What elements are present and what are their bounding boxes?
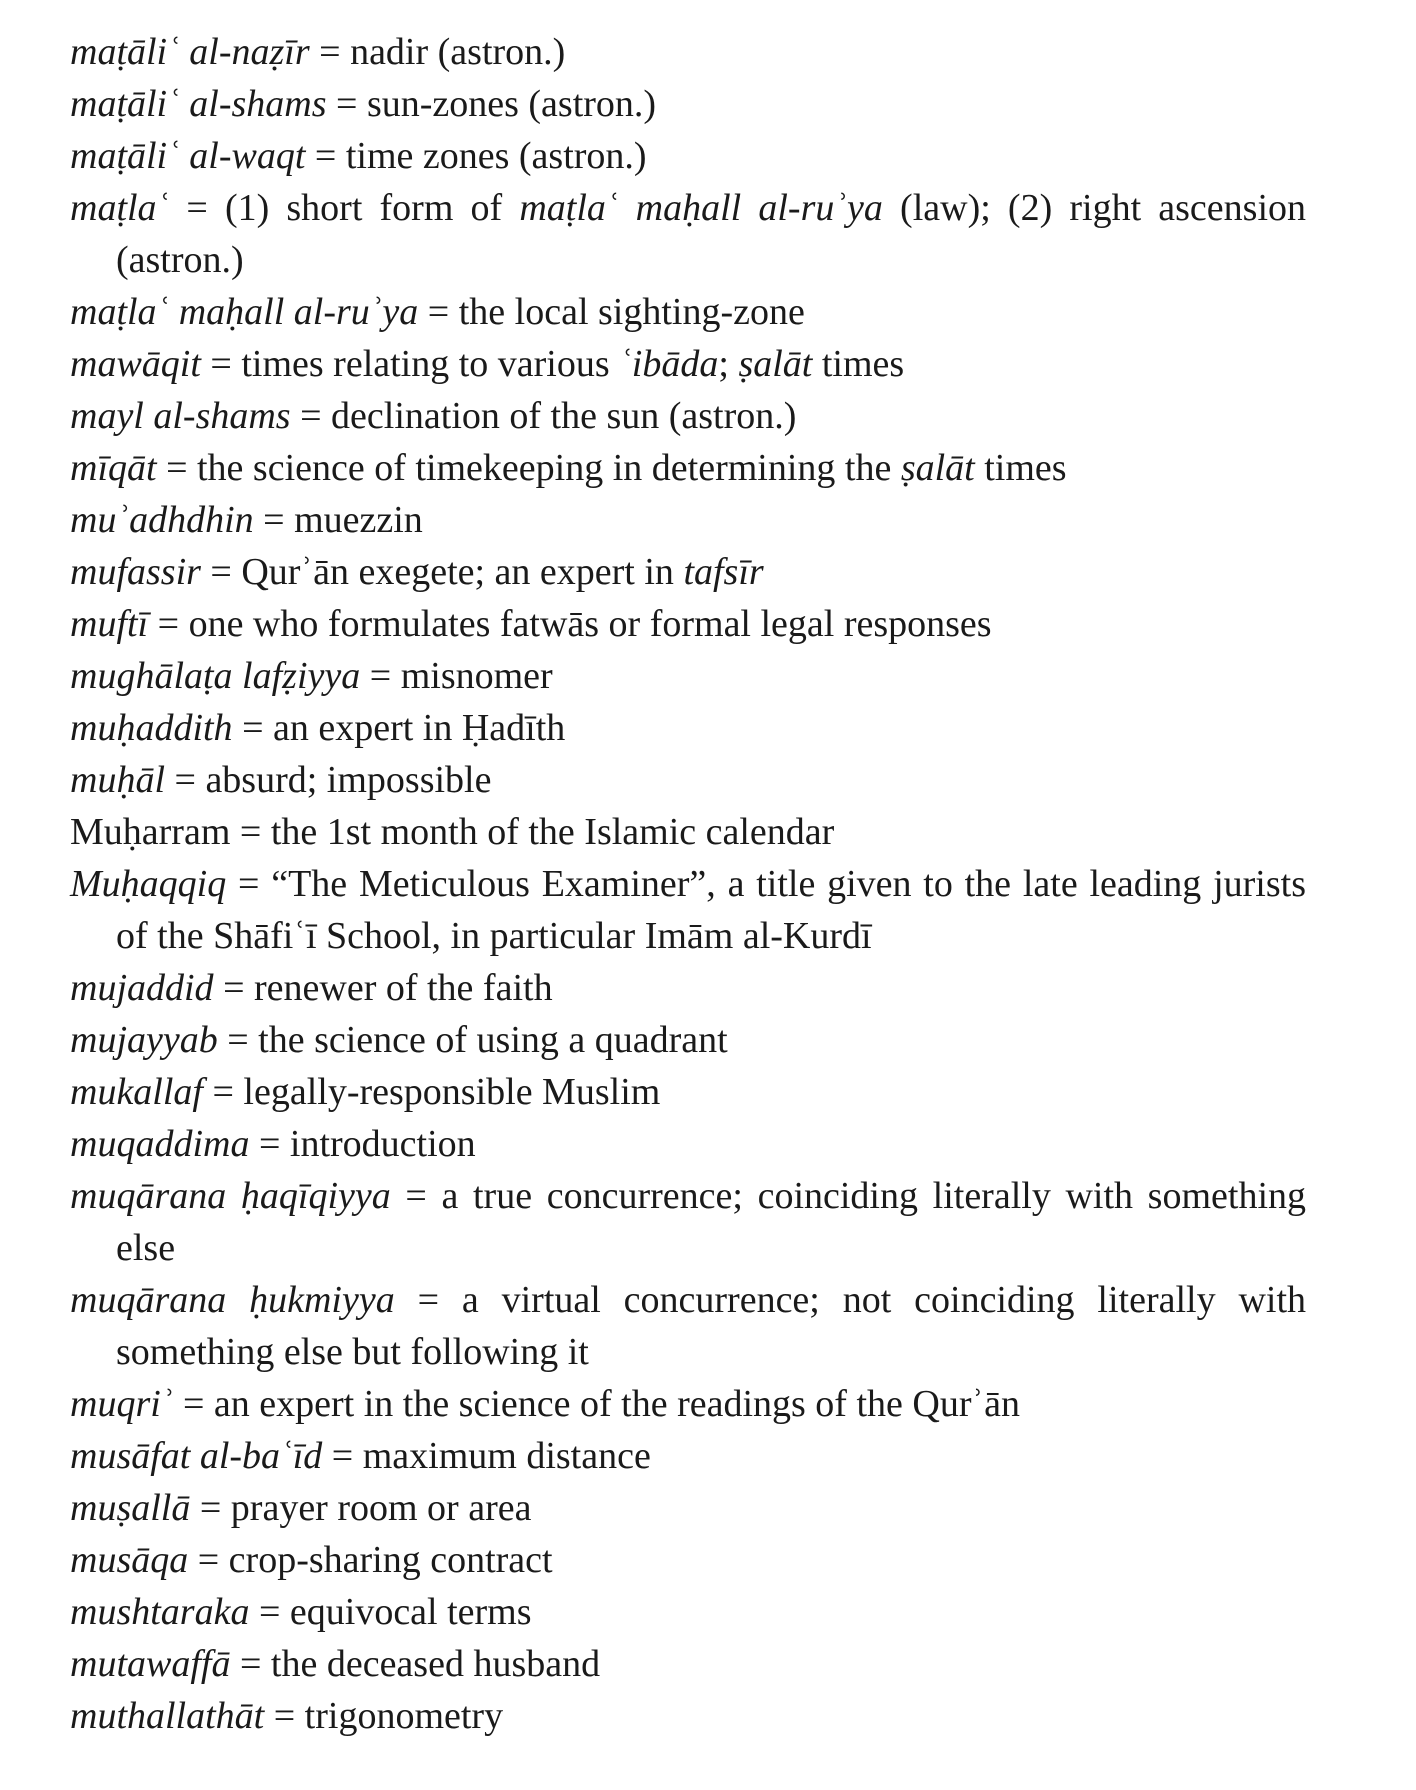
equals-separator: =	[230, 1643, 271, 1685]
glossary-entry	[70, 1170, 1306, 1274]
glossary-term: mujaddid	[70, 967, 214, 1009]
definition-segment: “The Meticulous Examiner”, a title given to the late leading jurists of the Shāfiʿī School, in particular Imām al-Kurdī	[116, 863, 1306, 957]
equals-separator: =	[322, 1435, 363, 1477]
equals-separator: =	[253, 499, 295, 541]
definition-segment: sun-zones (astron.)	[366, 83, 657, 125]
definition-segment: the deceased husband	[270, 1643, 601, 1685]
glossary-term: muftī	[70, 603, 149, 645]
glossary-term: mujayyab	[70, 1019, 218, 1061]
glossary-definition	[294, 499, 423, 541]
glossary-definition	[116, 187, 1306, 281]
glossary-entry	[70, 1534, 1306, 1586]
glossary-term: maṭāliʿ al-waqt	[70, 135, 306, 177]
glossary-definition	[197, 447, 1067, 489]
equals-separator: =	[290, 395, 332, 437]
glossary-definition	[258, 1019, 728, 1061]
definition-segment: time zones (astron.)	[345, 135, 647, 177]
glossary-term: maṭāliʿ al-shams	[70, 83, 327, 125]
definition-segment: an expert in the science of the readings of the Qurʾān	[213, 1383, 1020, 1425]
glossary-term: muqārana ḥukmiyya	[70, 1279, 395, 1321]
definition-segment: times	[974, 447, 1067, 489]
glossary-definition	[401, 655, 553, 697]
equals-separator: =	[156, 447, 197, 489]
glossary-entry	[70, 754, 1306, 806]
glossary-definition	[363, 1435, 651, 1477]
glossary-definition	[241, 343, 904, 385]
equals-separator: =	[249, 1591, 290, 1633]
definition-italic-segment: maṭlaʿ maḥall al-ruʾya	[519, 187, 883, 229]
glossary-term: Muḥarram	[70, 811, 231, 853]
glossary-term: mukallaf	[70, 1071, 203, 1113]
glossary-entry	[70, 962, 1306, 1014]
glossary-term: maṭlaʿ	[70, 187, 170, 229]
equals-separator: =	[165, 759, 206, 801]
glossary-entry	[70, 546, 1306, 598]
glossary-term: Muḥaqqiq	[70, 863, 227, 905]
equals-separator: =	[148, 603, 189, 645]
definition-segment: a virtual concurrence; not coinciding literally with something else but following it	[116, 1279, 1307, 1373]
glossary-entry	[70, 338, 1306, 390]
equals-separator: =	[360, 655, 401, 697]
glossary-page	[70, 26, 1306, 1742]
definition-segment: (1) short form of	[224, 187, 520, 229]
glossary-term: muḥāl	[70, 759, 165, 801]
definition-segment: a true concurrence; coinciding literally with something else	[116, 1175, 1307, 1269]
glossary-definition	[367, 83, 656, 125]
equals-separator: =	[190, 1487, 231, 1529]
glossary-term: muṣallā	[70, 1487, 191, 1529]
glossary-entry	[70, 1118, 1306, 1170]
definition-segment: the 1st month of the Islamic calendar	[270, 811, 835, 853]
equals-separator: =	[217, 1019, 259, 1061]
glossary-definition	[231, 1487, 532, 1529]
glossary-definition	[116, 863, 1306, 957]
glossary-term: maṭāliʿ al-naẓīr	[70, 31, 310, 73]
glossary-definition	[290, 1123, 476, 1165]
definition-segment: maximum distance	[362, 1435, 651, 1477]
equals-separator: =	[309, 31, 351, 73]
definition-segment: misnomer	[400, 655, 553, 697]
glossary-entry	[70, 26, 1306, 78]
definition-segment: times	[812, 343, 905, 385]
equals-separator: =	[264, 1695, 305, 1737]
definition-italic-segment: ṣalāt	[900, 447, 975, 489]
glossary-term: mayl al-shams	[70, 395, 291, 437]
glossary-entry	[70, 1014, 1306, 1066]
equals-separator: =	[202, 1071, 244, 1113]
glossary-definition	[254, 967, 553, 1009]
definition-segment: prayer room or area	[230, 1487, 532, 1529]
equals-separator: =	[394, 1279, 462, 1321]
glossary-entry	[70, 650, 1306, 702]
glossary-term: musāfat al-baʿīd	[70, 1435, 323, 1477]
equals-separator: =	[173, 1383, 214, 1425]
glossary-term: muqārana ḥaqīqiyya	[70, 1175, 391, 1217]
glossary-term: mutawaffā	[70, 1643, 231, 1685]
glossary-definition	[271, 811, 835, 853]
glossary-definition	[331, 395, 796, 437]
glossary-entry	[70, 1690, 1306, 1742]
glossary-term: muthallathāt	[70, 1695, 265, 1737]
glossary-term: mawāqit	[70, 343, 201, 385]
glossary-term: maṭlaʿ maḥall al-ruʾya	[70, 291, 419, 333]
equals-separator: =	[188, 1539, 229, 1581]
glossary-term: mufassir	[70, 551, 201, 593]
definition-segment: the local sighting-zone	[458, 291, 805, 333]
glossary-entry	[70, 1638, 1306, 1690]
equals-separator: =	[213, 967, 254, 1009]
glossary-definition	[243, 1071, 660, 1113]
definition-segment: (law); (2) right ascension (astron.)	[116, 187, 1307, 281]
equals-separator: =	[326, 83, 367, 125]
definition-segment: renewer of the faith	[254, 967, 553, 1009]
definition-italic-segment: tafsīr	[683, 551, 764, 593]
glossary-entry	[70, 1378, 1306, 1430]
definition-italic-segment: ṣalāt	[738, 343, 813, 385]
glossary-entry	[70, 390, 1306, 442]
definition-segment: Qurʾān exegete; an expert in	[241, 551, 684, 593]
definition-segment: absurd; impossible	[205, 759, 492, 801]
glossary-entry	[70, 1586, 1306, 1638]
glossary-definition	[214, 1383, 1020, 1425]
glossary-definition	[459, 291, 805, 333]
definition-segment: one who formulates fatwās or formal legal responses	[188, 603, 992, 645]
glossary-definition	[229, 1539, 553, 1581]
glossary-term: mīqāt	[70, 447, 157, 489]
definition-segment: an expert in Ḥadīth	[273, 707, 566, 749]
glossary-term: musāqa	[70, 1539, 189, 1581]
glossary-definition	[205, 759, 491, 801]
glossary-term: muqriʾ	[70, 1383, 174, 1425]
equals-separator: =	[390, 1175, 442, 1217]
glossary-entry	[70, 1430, 1306, 1482]
equals-separator: =	[200, 551, 242, 593]
glossary-definition	[241, 551, 763, 593]
equals-separator: =	[418, 291, 459, 333]
glossary-entry	[70, 598, 1306, 650]
glossary-definition	[271, 1643, 600, 1685]
definition-segment: declination of the sun (astron.)	[331, 395, 797, 437]
glossary-definition	[305, 1695, 503, 1737]
glossary-entry	[70, 806, 1306, 858]
glossary-term: mughālaṭa lafẓiyya	[70, 655, 361, 697]
definition-segment: introduction	[289, 1123, 476, 1165]
definition-segment: nadir (astron.)	[350, 31, 566, 73]
equals-separator: =	[230, 811, 271, 853]
glossary-definition	[350, 31, 565, 73]
equals-separator: =	[232, 707, 273, 749]
glossary-definition	[346, 135, 647, 177]
glossary-entry	[70, 1482, 1306, 1534]
definition-segment: muezzin	[294, 499, 423, 541]
equals-separator: =	[226, 863, 272, 905]
glossary-entry	[70, 702, 1306, 754]
definition-italic-segment: ʿibāda	[619, 343, 719, 385]
definition-segment: the science of using a quadrant	[258, 1019, 728, 1061]
equals-separator: =	[305, 135, 346, 177]
definition-segment: times relating to various	[241, 343, 620, 385]
glossary-entry	[70, 1066, 1306, 1118]
glossary-definition	[189, 603, 992, 645]
glossary-definition	[290, 1591, 532, 1633]
glossary-list	[70, 26, 1306, 1742]
definition-segment: trigonometry	[304, 1695, 504, 1737]
glossary-definition	[273, 707, 565, 749]
glossary-entry	[70, 182, 1306, 286]
glossary-term: mushtaraka	[70, 1591, 250, 1633]
glossary-term: muqaddima	[70, 1123, 250, 1165]
glossary-entry	[70, 286, 1306, 338]
definition-segment: equivocal terms	[289, 1591, 532, 1633]
definition-segment: ;	[718, 343, 739, 385]
glossary-entry	[70, 78, 1306, 130]
glossary-entry	[70, 442, 1306, 494]
definition-segment: legally-responsible Muslim	[243, 1071, 661, 1113]
definition-segment: crop-sharing contract	[228, 1539, 553, 1581]
glossary-term: muʾadhdhin	[70, 499, 254, 541]
equals-separator: =	[200, 343, 242, 385]
glossary-entry	[70, 130, 1306, 182]
glossary-term: muḥaddith	[70, 707, 233, 749]
glossary-entry	[70, 1274, 1306, 1378]
definition-segment: the science of timekeeping in determining the	[197, 447, 901, 489]
equals-separator: =	[249, 1123, 290, 1165]
glossary-entry	[70, 858, 1306, 962]
glossary-entry	[70, 494, 1306, 546]
equals-separator: =	[169, 187, 225, 229]
